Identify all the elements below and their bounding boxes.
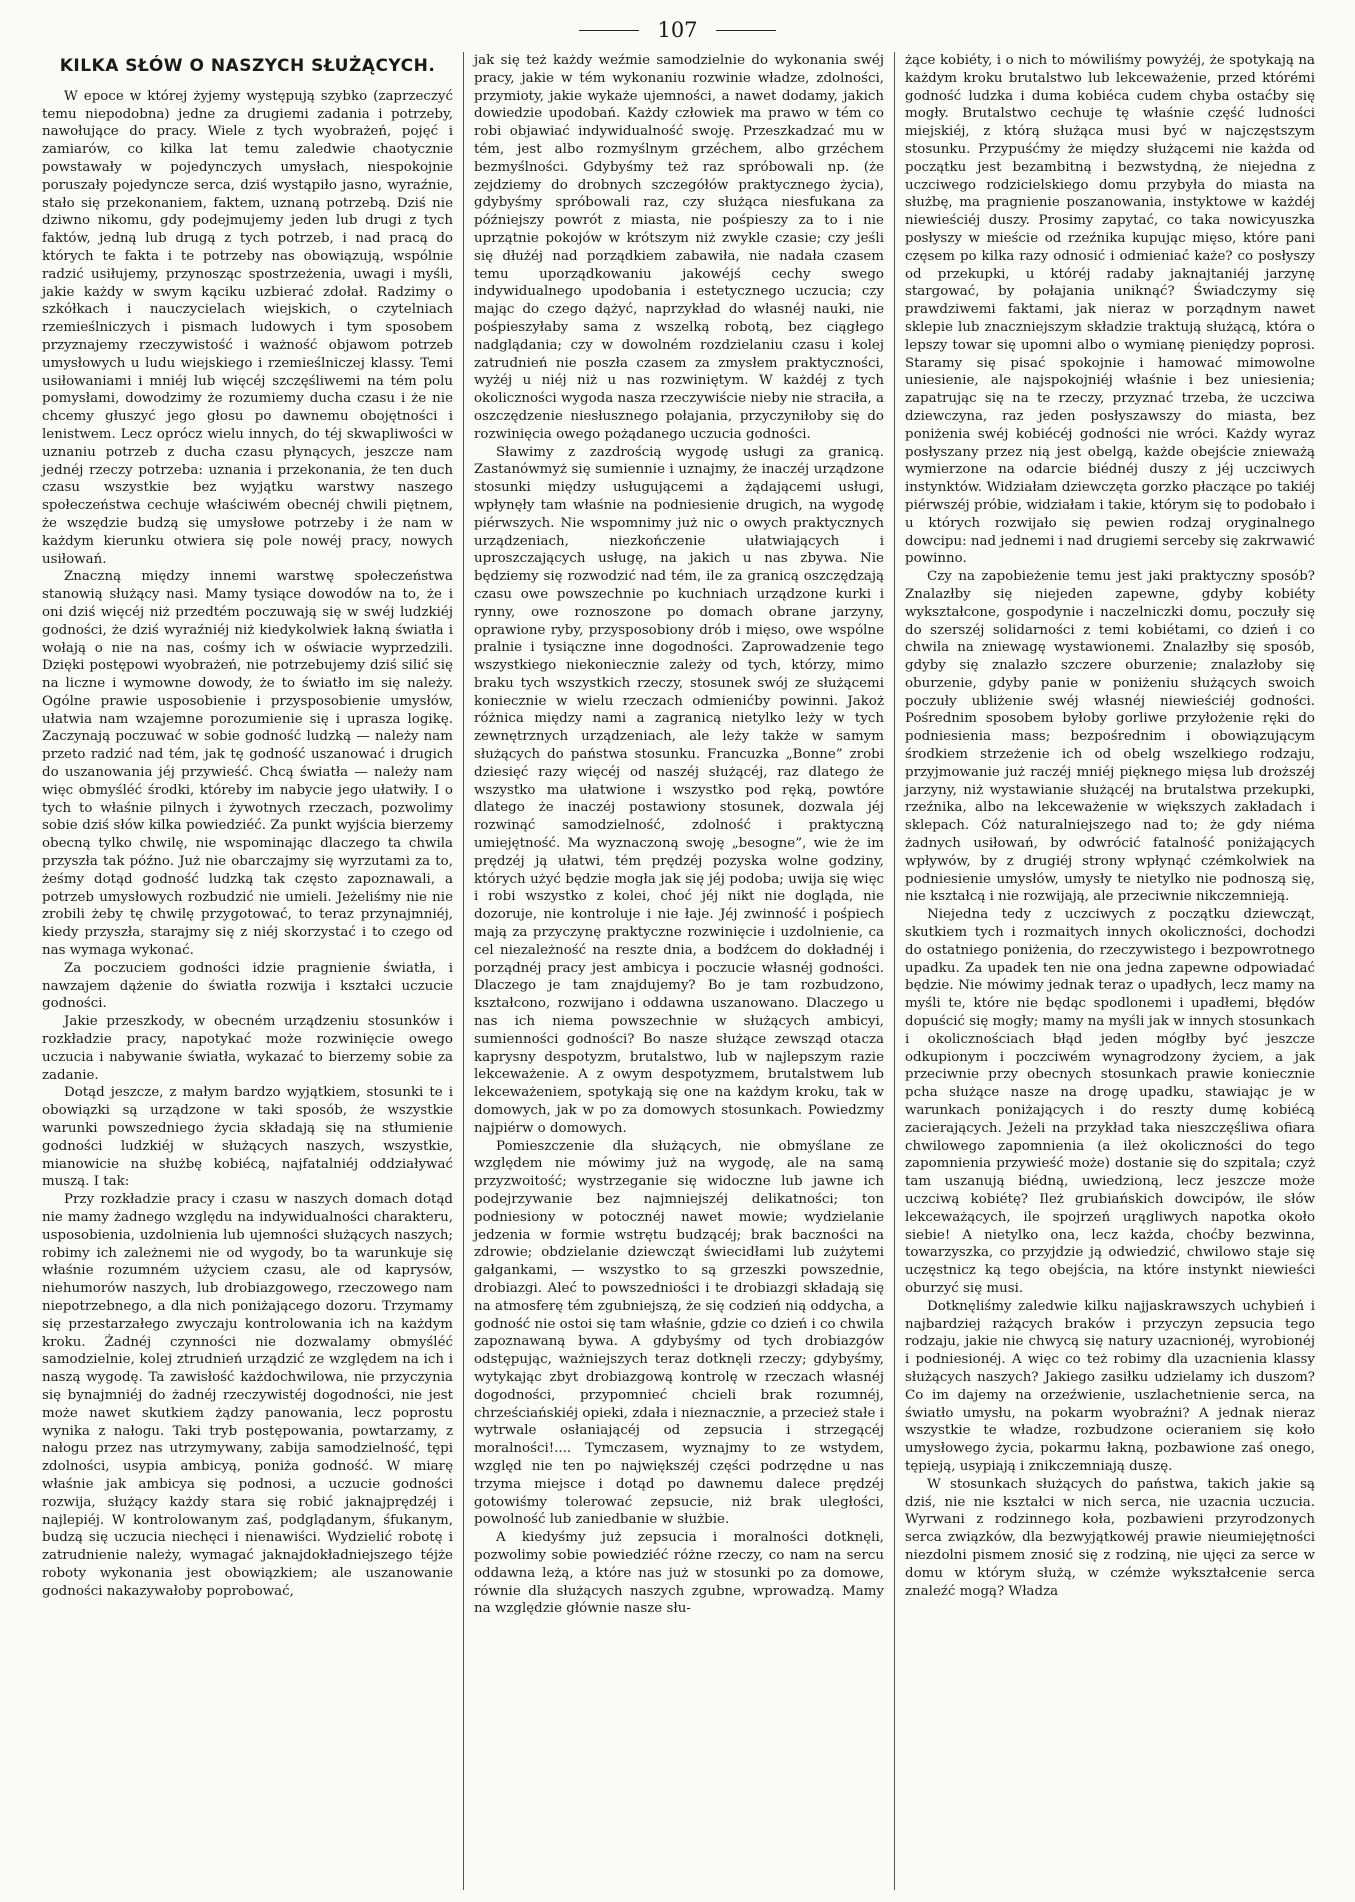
page-header	[0, 16, 1355, 44]
paragraph: Pomieszczenie dla służących, nie obmyślane ze względem nie mówimy już na wygodę, ale na samą przyzwoitość; wystrzeganie się widoczne lub jawne ich podejrzywanie bez najmniejszéj delikatności; ton podniesiony w potocznéj nawet mowie; wydzielanie jedzenia w formie wstrętu budzącéj; brak baczności na zdrowie; obdzielanie dziewcząt świecidłami lub zużytemi gałgankami, — wszystko to są grzeszki powszednie, drobiazgi. Aleć to powszedniości i te drobiazgi składają się na atmosferę tém zgubniejszą, że się codzień nią oddycha, a godność nie ostoi się tam właśnie, gdzie co dzień i co chwila zapoznawaną bywa. A gdybyśmy od tych drobiazgów odstępując, ważniejszych teraz dotknęli rzeczy; gdybyśmy, wytykając zbyt drobiazgową kontrolę w rzeczach własnéj dogodności, przypomnieć chcieli brak rozumnéj, chrześciańskiéj opieki, zdała i nieznacznie, a przecież stałe i wytrwale osłaniającéj od zepsucia i strzegącéj moralności!.... Tymczasem, wyznajmy to ze wstydem, względ nie ten po największéj części podrzędne u nas trzyma miejsce i dotąd po dawnemu dalece prędzéj gotowiśmy tolerować zepsucie, niż brak uległości, powolność lub zaniedbanie w służbie.	[474, 1138, 884, 1528]
paragraph: Sławimy z zazdrością wygodę usługi za granicą. Zastanówmyż się sumiennie i uznajmy, że inaczéj urządzone stosunki między usługującemi a żądającemi usługi, wpłynęły tam właśnie na podniesienie drugich, na wygodę piérwszych. Nie wspomnimy już nic o owych praktycznych urządzeniach, niezkończenie ułatwiających i uproszczających usługę, na jakich u nas zbywa. Nie będziemy się rozwodzić nad tém, ile za granicą oszczędzają czasu owe powszechnie po kuchniach urządzone kurki i rynny, owe roznoszone po domach obrane jarzyny, oprawione ryby, przysposobiony drób i mięso, owe wspólne pralnie i tysiączne inne dogodności. Zaprowadzenie tego wszystkiego niekoniecznie zależy od tych, którzy, mimo braku tych wszystkich rzeczy, stosunek swój ze służącemi koniecznie w wielu rzeczach odmienićby powinni. Jakoż różnica między nami a zagranicą nietylko leży w tych zewnętrznych urządzeniach, ale leży także w samym służących do państwa stosunku. Francuzka „Bonne” zrobi dziesięć razy więcéj od naszéj służącéj, raz dlatego że wszystko ma ułatwione i wszystko pod ręką, powtóre dlatego że inaczéj postawiony stosunek, dozwala jéj rozwinąć samodzielność, zdolność i praktyczną umiejętność. Ma wyznaczoną swoję „besogne”, wie że im prędzéj ją ułatwi, tém prędzéj pozyska wolne godziny, których użyć będzie mogła jak się jéj podoba; uwija się więc i robi wszystko z kolei, choć jéj nikt nie dogląda, nie dozoruje, nie kontroluje i nie łaje. Jéj zwinność i pośpiech mają za przyczynę praktyczne rozwinięcie i uzdolnienie, ca cel niezależność na reszte dnia, a bodźcem do dokładnéj i porządnéj pracy jest ambicya i poczucie własnéj godności. Dlaczego je tam znajdujemy? Bo je tam rozbudzono, kształcono, rozwijano i oddawna uszanowano. Dlaczego u nas ich niema powszechnie w służących ambicyi, sumienności godności? Bo nasze służące zewsząd otacza kaprysny despotyzm, brutalstwo, lub w najlepszym razie lekceważenie. A z owym despotyzmem, brutalstwem lub lekceważeniem, spotykają się one na każdym kroku, tak w domowych, jak w po za domowych stosunkach. Powiedzmy najpiérw o domowych.	[474, 444, 884, 1136]
paragraph: Dotąd jeszcze, z małym bardzo wyjątkiem, stosunki te i obowiązki są urządzone w taki sposób, że wszystkie warunki powszedniego życia składają się na stłumienie godności ludzkiéj w służących naszych, wszystkie, mianowicie na służbę kobiécą, najfatalniéj oddziaływać muszą. I tak:	[42, 1085, 453, 1190]
paragraph: A kiedyśmy już zepsucia i moralności dotknęli, pozwolimy sobie powiedziéć różne rzeczy, co nam na sercu oddawna leżą, a które nas już w stosunki po za domowe, równie dla służących naszych zgubne, wprowadzą. Mamy na względzie głównie nasze słu-	[474, 1530, 884, 1617]
header-rule-left	[579, 30, 639, 31]
paragraph: Znaczną między innemi warstwę społeczeństwa stanowią służący nasi. Mamy tysiące dowodów na to, że i oni dziś więcéj niż przedtém poczuwają się w swéj ludzkiéj godności, że dziś wyraźniéj niż kiedykolwiek łakną światła i wołają o nie na nas, cośmy ich w oświacie wyprzedzili. Dzięki postępowi wyobrażeń, nie potrzebujemy dziś silić się na liczne i wymowne dowody, że to światło im się należy. Ogólne prawie usposobienie i przysposobienie umysłów, ułatwia nam wzajemne porozumienie się i uprasza logikę. Zaczynają poczuwać w sobie godność ludzką — należy nam przeto radzić nad tém, jak tę godność uszanować i drugich do uszanowania jéj przywieść. Chcą światła — należy nam więc obmyśléć środki, któreby im nabycie jego ułatwiły. I o tych to właśnie pilnych i żywotnych rzeczach, pozwolimy sobie dziś słów kilka powiedziéć. Za punkt wyjścia bierzemy obecną tylko chwilę, nie wspominając dlaczego ta chwila przyszła tak późno. Już nie obarczajmy się wyrzutami za to, żeśmy dotąd godność ludzką tak często zapoznawali, a potrzeb umysłowych rozbudzić nie umieli. Jeżeliśmy nie nie zrobili żeby tę chwilę przygotować, to teraz przynajmniéj, kiedy przyszła, starajmy się z niéj skorzystać i to czego od nas wymaga wykonać.	[42, 569, 453, 959]
paragraph: Przy rozkładzie pracy i czasu w naszych domach dotąd nie mamy żadnego względu na indywidualności charakteru, usposobienia, uzdolnienia lub ujemności służących naszych; robimy ich zależnemi nie od wygody, bo ta warunkuje się właśnie rozumném użyciem czasu, ale od kaprysów, niehumorów naszych, lub drobiazgowego, rzeczowego nam niepotrzebnego, a dla nich poniżającego dozoru. Trzymamy się przestarzałego zwyczaju kontrolowania ich na każdym kroku. Żadnéj czynności nie dozwalamy obmyśléć samodzielnie, kolej ztrudnień urządzić ze względem na ich i naszą wygodę. Ta zawisłość każdochwilowa, nie przyczynia się bynajmniéj do żadnéj rzeczywistéj dogodności, nie jest może nawet skutkiem żądzy panowania, lecz poprostu wynika z nałogu. Taki tryb postępowania, powtarzamy, z nałogu przez nas utrzymywany, zabija samodzielność, tępi zdolności, usypia ambicyą, poniża godność. W miarę właśnie jak ambicya się podnosi, a uczucie godności rozwija, służący każdy stara się robić jaknajprędzéj i najlepiéj. W kontrolowanym zaś, podglądanym, śfukanym, budzą się uczucia niechęci i nienawiści. Wydzielić robotę i zatrudnienie należy, wymagać jaknajdokładniejszego téjże roboty wykonania jest obowiązkiem; ale uszanowanie godności nakazywałoby poprobować,	[42, 1192, 453, 1599]
paragraph: Niejedna tedy z uczciwych z początku dziewcząt, skutkiem tych i rozmaitych innych okoliczności, dochodzi do ostatniego poniżenia, do rzeczywistego i bezpowrotnego upadku. Za upadek ten nie ona jedna zapewne odpowiadać będzie. Nie mówimy jednak teraz o upadłych, lecz mamy na myśli te, które nie będąc spodlonemi i upadłemi, błędów dopuścić się mogły; mamy na myśli jak w innych stosunkach i okolicznościach błąd jeden mógłby być jeszcze odkupionym i poczciwém wynagrodzony życiem, a jak przeciwnie przy obecnych stosunkach prawie koniecznie pcha służące nasze na drogę upadku, stawiając je w warunkach poniżających i do reszty dumę kobiécą zacierających. Jeżeli na przykład taka nieszczęśliwa ofiara chwilowego zapomnienia (a ileż okoliczności do tego zapomnienia przywieść może) dostanie się do szpitala; czyż tam uszanują biédną, uwiedzioną, lecz jeszcze może uczciwą kobiétę? Ileż grubiańskich dowcipów, ile słów lekceważących, ile spojrzeń urągliwych napotka około siebie! A nietylko ona, lecz każda, choćby bezwinna, towarzyszka, co przyjdzie ją odwiedzić, chwilowo staje się uczęstnicz ką tego obejścia, na które instynkt niewieści oburzyć się musi.	[905, 907, 1315, 1296]
column-3	[894, 52, 1325, 1890]
header-rule-right	[716, 30, 776, 31]
paragraph: Za poczuciem godności idzie pragnienie światła, i nawzajem dążenie do światła rozwija i kształci uczucie godności.	[42, 960, 453, 1012]
column-1	[32, 52, 463, 1890]
paragraph: jak się też każdy weźmie samodzielnie do wykonania swéj pracy, jakie w tém wykonaniu rozwinie władze, zdolności, przymioty, jakie wykaże ujemności, a nawet dodamy, jakich dowiedzie upodobań. Każdy człowiek ma prawo w tém co robi objawiać indywidualność swoję. Przeszkadzać mu w tém, jest albo rozmyślnym grzéchem, albo grzéchem bezmyślności. Gdybyśmy też raz spróbowali np. (że zejdziemy do drobnych szczegółów praktycznego życia), gdybyśmy spróbowali raz, czy służąca niesfukana za późniejszy powrót z miasta, nie pośpieszy za to i nie uprzątnie pokojów w krótszym niż zwykle czasie; czy jeśli się dłużéj nad porządkiem zabawiła, nie nadała czasem temu uporządkowaniu jakowéjś cechy swego indywidualnego upodobania i estetycznego uczucia; czy mając do czego dążyć, naprzykład do własnéj nauki, nie pośpieszyłaby sama z wszelką robotą, bez ciągłego nadglądania; czy w dowolném rozdzielaniu czasu i kolej zatrudnień nie poszła czasem za zmysłem praktyczności, wyżéj u niéj niż u nas rozwiniętym. W każdéj z tych okoliczności wygoda nasza rzeczywiście nieby nie straciła, a oszczędzenie niesłusznego połajania, przyczyniłoby się do rozwinięcia owego pożądanego uczucia godności.	[474, 53, 884, 442]
paragraph: W stosunkach służących do państwa, takich jakie są dziś, nie nie kształci w nich serca, nie uzacnia uczucia. Wyrwani z rodzinnego koła, pozbawieni przyrodzonych serca związków, dla bezwyjątkowéj prawie nieumiejętności niezdolni pismem znosić się z rodziną, nie ujęci za serce w domu w którym służą, w czémże wykształcenie serca znaleźć mogą? Władza	[905, 1476, 1315, 1599]
article-title: KILKA SŁÓW O NASZYCH SŁUŻĄCYCH.	[59, 56, 436, 76]
article-columns	[32, 52, 1327, 1890]
paragraph: żące kobiéty, i o nich to mówiliśmy powyżéj, że spotykają na każdym kroku brutalstwo lub lekceważenie, przed którémi godność ludzka i duma kobiéca cudem chyba ostaćby się mogły. Brutalstwo cechuje tę właśnie część ludności miejskiéj, z którą służąca musi być w najczęstszym stosunku. Przypuśćmy że między służącemi nie każda od początku jest bezambitną i bezwstydną, że niejedna z uczciwego rodzicielskiego domu przybyła do miasta na służbę, ma pragnienie poszanowania, instyktowe w każdéj niewieściéj duszy. Prosimy zapytać, co taka nowicyuszka posłyszy w mieście od rzeźnika kupując mięso, które pani częsem po kilka razy odnosić i odmieniać każe? co posłyszy od przekupki, u któréj radaby jaknajtaniéj jarzynę stargować, by połajania uniknąć? Świadczymy się prawdziwemi faktami, jak nieraz w porządnym nawet sklepie lub znaczniejszym składzie traktują służącą, która o lepszy towar się upomni albo o wymianę pieniędzy poprosi. Staramy się pisać spokojnie i hamować mimowolne uniesienie, ale najspokojniéj właśnie i bez uniesienia; zapatrując się na te rzeczy, przyznać trzeba, że uczciwa dziewczyna, raz jeden posłyszawszy do miasta, bez poniżenia swéj kobiécéj godności nie wróci. Każdy wyraz posłyszany przez nią jest obelgą, każde obejście znieważą wymierzone na odarcie biédnéj duszy z jéj uczciwych instynktów. Widziałam dziewczęta gorzko płaczące po takiéj piérwszéj próbie, widziałam i takie, którym się to podobało i u których rozwijało się pewien rodzaj oryginalnego dowcipu: nad jednemi i nad drugiemi serceby się zakrwawić powinno.	[905, 53, 1315, 567]
page-number: 107	[657, 18, 698, 42]
paragraph: Dotknęliśmy zaledwie kilku najjaskrawszych uchybień i najbardziej rażących braków i przyczyn zepsucia tego rodzaju, jakie nie chwycą się natury uzacnionéj, wyrobionéj i podniesionéj. A więc co też robimy dla uzacnienia klassy służących naszych? Jakiego zasiłku udzielamy ich duszom? Co im dajemy na orzeźwienie, uszlachetnienie serca, na światło umysłu, na pokarm wyobraźni? A jednak nieraz wszystkie te władze, rozbudzone ocieraniem się koło umysłowego życia, pokarmu łakną, pozbawione zaś onego, tępieją, usypiają i znikczemniają duszę.	[905, 1298, 1315, 1474]
paragraph: Jakie przeszkody, w obecném urządzeniu stosunków i rozkładzie pracy, napotykać może rozwinięcie owego uczucia i nabywanie światła, wykazać to bierzemy sobie za zadanie.	[42, 1014, 453, 1083]
paragraph: Czy na zapobieżenie temu jest jaki praktyczny sposób? Znalazłby się niejeden zapewne, gdyby kobiéty wykształcone, gospodynie i naczelniczki domu, poczuły się do szerszéj solidarności z temi kobiétami, co dzień i co chwila na zniewagę wystawionemi. Znalazłby się sposób, gdyby się znalazło szczere oburzenie; znalazłoby się oburzenie, gdyby panie w poniżeniu służących swoich poczuły ubliżenie swéj własnéj niewieściéj godności. Pośrednim sposobem byłoby gorliwe przyłożenie ręki do podniesienia mass; bezpośrednim i obowiązującym środkiem strzeżenie ich od obelg wszelkiego rodzaju, przyjmowanie już raczéj mniéj pięknego mięsa lub droższéj jarzyny, niż wystawianie służącéj na brutalstwa przekupki, rzeźnika, albo na lekceważenie w większych zakładach i sklepach. Cóż naturalniejszego nad to; że gdy niéma żadnych usiłowań, by odwrócić fatalność poniżających wpływów, by z drugiéj strony wpłynąć czémkolwiek na podniesienie umysłów, umysły te nietylko nie podnoszą się, nie kształcą i nie rozwijają, ale przeciwnie nikczemnieją.	[905, 569, 1315, 905]
paragraph: W epoce w której żyjemy występują szybko (zaprzeczyć temu niepodobna) jedne za drugiemi zadania i potrzeby, nawołujące do pracy. Wiele z tych wyobrażeń, pojęć i zamiarów, co kilka lat temu zaledwie chaotycznie powstawały w pojedynczych umysłach, niespokojnie poruszały pojedyncze serca, dziś wystąpiło jasno, wyraźnie, stało się przekonaniem, faktem, uznaną potrzebą. Dziś nie dziwno nikomu, gdy podejmujemy jeden lub drugi z tych faktów, jedną lub drugą z tych potrzeb, i nad pracą do których te fakta i te potrzeby nas obowiązują, wspólnie radzić usiłujemy, przynosząc spostrzeżenia, uwagi i myśli, jakie każdy w swym kąciku uzbierać zdołał. Radzimy o szkółkach i nauczycielach wiejskich, o czytelniach rzemieślniczych i pismach ludowych i tym sposobem przyznajemy rzeczywistość i ważność objawom potrzeb umysłowych u ludu wiejskiego i rzemieślniczej klassy. Temi usiłowaniami i mniéj lub więcéj szczęśliwemi na tém polu pomysłami, dowodzimy że rozumiemy ducha czasu i że nie chcemy głuszyć jego głosu po dawnemu obojętności i lenistwem. Lecz oprócz wielu innych, do téj skwapliwości w uznaniu potrzeb z ducha czasu płynących, jeszcze nam jednéj rzeczy potrzeba: uznania i przekonania, że ten duch czasu wszystkie bez wyjątku warstwy naszego społeczeństwa cechuje właściwém obecnéj chwili piętnem, że wszędzie budzą się umysłowe potrzeby i że nam w każdym kierunku otwiera się pole nowéj pracy, nowych usiłowań.	[42, 88, 453, 567]
column-2	[463, 52, 894, 1890]
